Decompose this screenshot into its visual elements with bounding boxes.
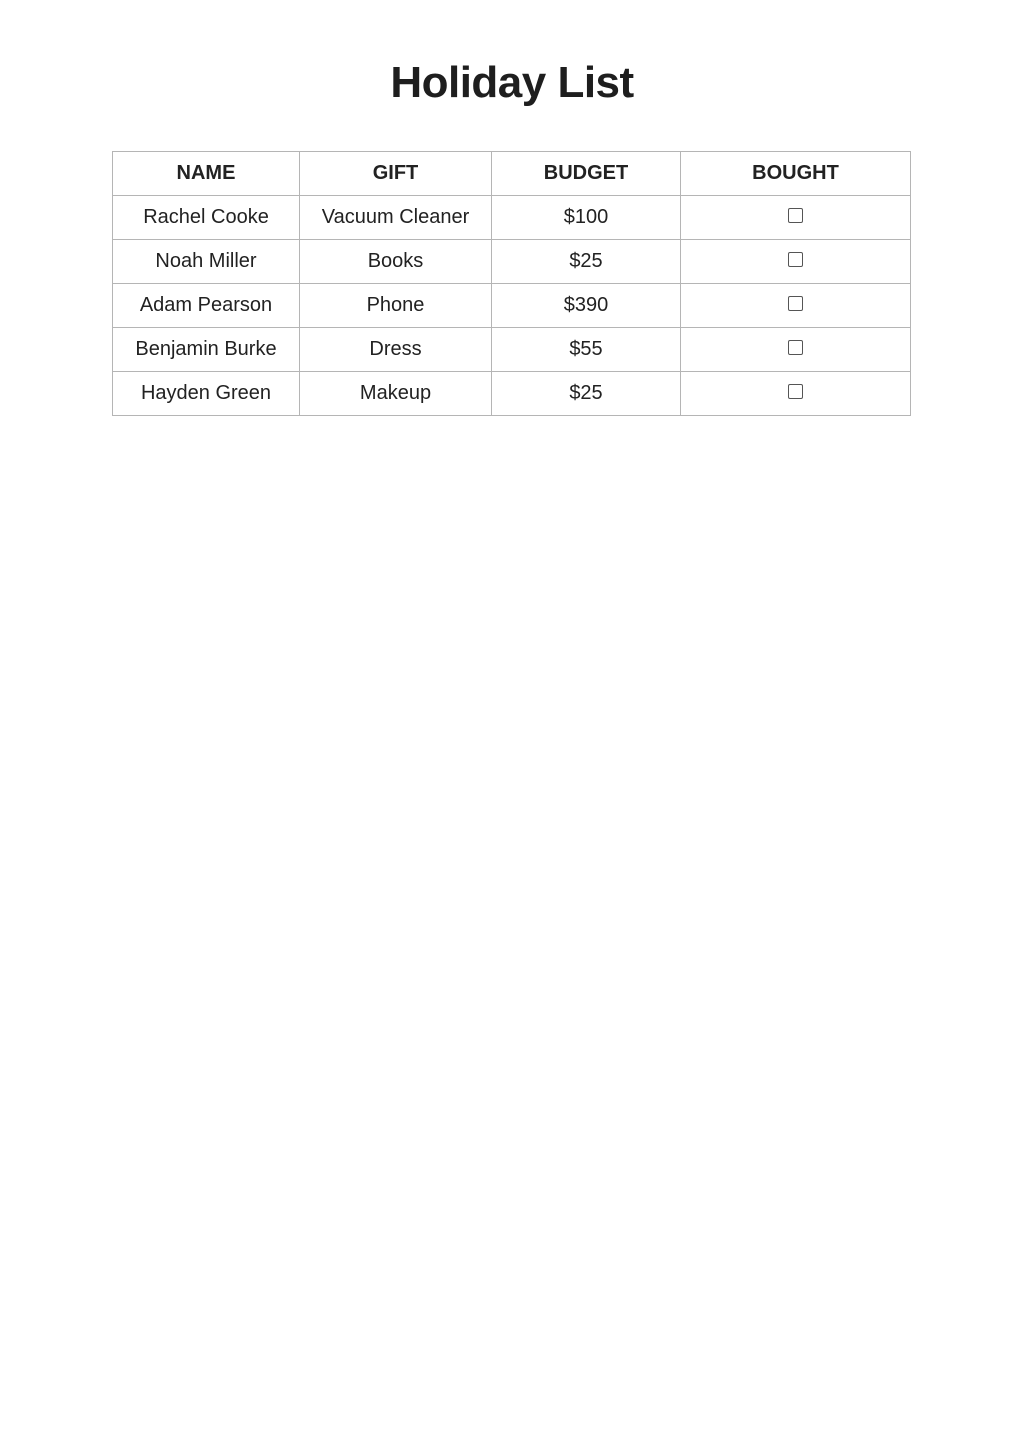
page-title: Holiday List (390, 58, 634, 107)
gift-cell: Books (300, 240, 492, 284)
name-cell: Benjamin Burke (113, 328, 300, 372)
table-row (113, 328, 911, 372)
budget-cell: $25 (492, 240, 681, 284)
column-header-name: NAME (113, 152, 300, 196)
gift-cell: Dress (300, 328, 492, 372)
bought-checkbox[interactable] (788, 384, 803, 399)
gift-cell: Phone (300, 284, 492, 328)
gift-cell: Makeup (300, 372, 492, 416)
budget-cell: $25 (492, 372, 681, 416)
gift-cell: Vacuum Cleaner (300, 196, 492, 240)
column-header-gift: GIFT (300, 152, 492, 196)
bought-checkbox[interactable] (788, 208, 803, 223)
bought-checkbox[interactable] (788, 252, 803, 267)
table-row (113, 240, 911, 284)
name-cell: Hayden Green (113, 372, 300, 416)
column-header-budget: BUDGET (492, 152, 681, 196)
name-cell: Rachel Cooke (113, 196, 300, 240)
bought-checkbox[interactable] (788, 296, 803, 311)
budget-cell: $100 (492, 196, 681, 240)
bought-cell (681, 328, 911, 372)
table-header-row (113, 152, 911, 196)
name-cell: Adam Pearson (113, 284, 300, 328)
table-row (113, 196, 911, 240)
budget-cell: $390 (492, 284, 681, 328)
bought-cell (681, 240, 911, 284)
holiday-table (112, 151, 911, 416)
bought-cell (681, 284, 911, 328)
budget-cell: $55 (492, 328, 681, 372)
bought-cell (681, 372, 911, 416)
name-cell: Noah Miller (113, 240, 300, 284)
table-row (113, 372, 911, 416)
table-row (113, 284, 911, 328)
column-header-bought: BOUGHT (681, 152, 911, 196)
bought-cell (681, 196, 911, 240)
bought-checkbox[interactable] (788, 340, 803, 355)
